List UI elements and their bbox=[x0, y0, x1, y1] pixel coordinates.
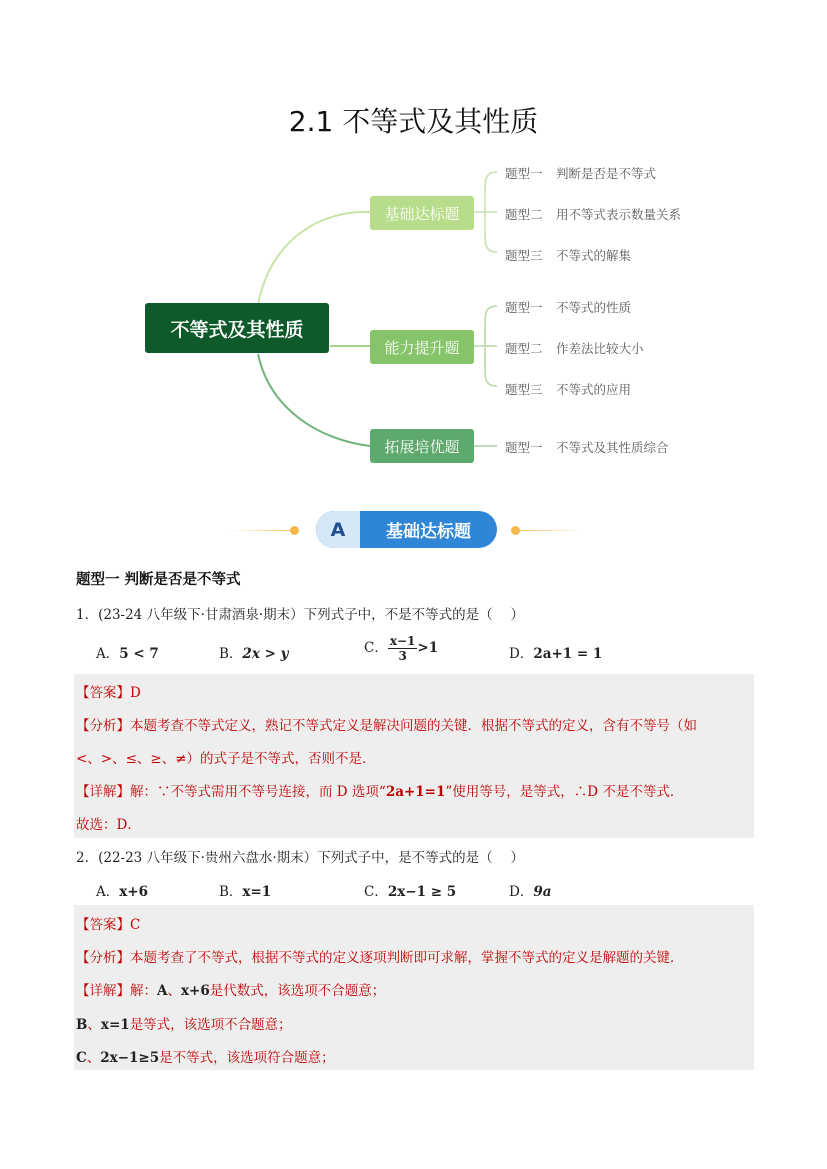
mindmap-leaf: 题型一 不等式及其性质综合 bbox=[505, 440, 669, 455]
q1-detail: 【详解】解：∵不等式需用不等号连接，而 D 选项“2a+1=1”使用等号，是等式，∴D 不是不等式． bbox=[76, 784, 684, 800]
question-1-stem: 1．(23-24 八年级下·甘肃酒泉·期末）下列式子中，不是不等式的是（ ） bbox=[76, 607, 524, 623]
q1-analysis-line1: 【分析】本题考查不等式定义，熟记不等式定义是解决问题的关键．根据不等式的定义，含有不等号（如 bbox=[76, 718, 697, 734]
q1-option-d: D．2a+1 = 1 bbox=[509, 646, 603, 662]
q1-option-b: B．2x > y bbox=[219, 646, 289, 662]
q1-answer: 【答案】D bbox=[76, 685, 141, 701]
q2-option-a: A．x+6 bbox=[96, 884, 149, 900]
q1-analysis-line2: <、>、≤、≥、≠）的式子是不等式，否则不是． bbox=[76, 751, 376, 767]
banner-line-left bbox=[230, 530, 295, 531]
section-letter: A bbox=[316, 511, 360, 548]
mindmap-branch-basic: 基础达标题 bbox=[370, 196, 474, 230]
page-title: 2.1 不等式及其性质 bbox=[288, 105, 539, 138]
q1-option-c: C． $\frac{x-1}{3}$ >1 bbox=[364, 634, 439, 663]
q2-detail-a: 【详解】解：A、x+6是代数式，该选项不合题意； bbox=[76, 983, 386, 999]
mindmap-root: 不等式及其性质 bbox=[145, 303, 329, 353]
mindmap-leaf: 题型一 判断是否是不等式 bbox=[505, 166, 657, 181]
mindmap-leaf: 题型二 用不等式表示数量关系 bbox=[505, 207, 682, 222]
section-banner bbox=[316, 511, 497, 548]
question-2-stem: 2．(22-23 八年级下·贵州六盘水·期末）下列式子中，是不等式的是（ ） bbox=[76, 850, 524, 866]
mindmap-leaf: 题型一 不等式的性质 bbox=[505, 300, 632, 315]
q2-answer: 【答案】C bbox=[76, 917, 141, 933]
mindmap-leaf: 题型三 不等式的解集 bbox=[505, 248, 632, 263]
q2-option-d: D．9a bbox=[509, 884, 552, 900]
q1-option-a: A．5 < 7 bbox=[96, 646, 159, 662]
q2-detail-c: C、2x−1≥5是不等式，该选项符合题意； bbox=[76, 1050, 335, 1066]
mindmap-leaf: 题型三 不等式的应用 bbox=[505, 382, 632, 397]
banner-line-right bbox=[518, 530, 583, 531]
mindmap-branch-improve: 能力提升题 bbox=[370, 330, 474, 364]
q2-analysis: 【分析】本题考查了不等式，根据不等式的定义逐项判断即可求解，掌握不等式的定义是解题的关键． bbox=[76, 950, 684, 966]
q1-conclusion: 故选：D． bbox=[76, 817, 141, 833]
banner-dot-left bbox=[290, 526, 299, 535]
mindmap-branch-extend: 拓展培优题 bbox=[370, 429, 474, 463]
q2-option-c: C．2x−1 ≥ 5 bbox=[364, 884, 457, 900]
q2-detail-b: B、x=1是等式，该选项不合题意； bbox=[76, 1017, 292, 1033]
mindmap-leaf: 题型二 作差法比较大小 bbox=[505, 341, 644, 356]
q2-option-b: B．x=1 bbox=[219, 884, 272, 900]
topic-heading: 题型一 判断是否是不等式 bbox=[76, 571, 241, 588]
section-label: 基础达标题 bbox=[386, 522, 471, 542]
